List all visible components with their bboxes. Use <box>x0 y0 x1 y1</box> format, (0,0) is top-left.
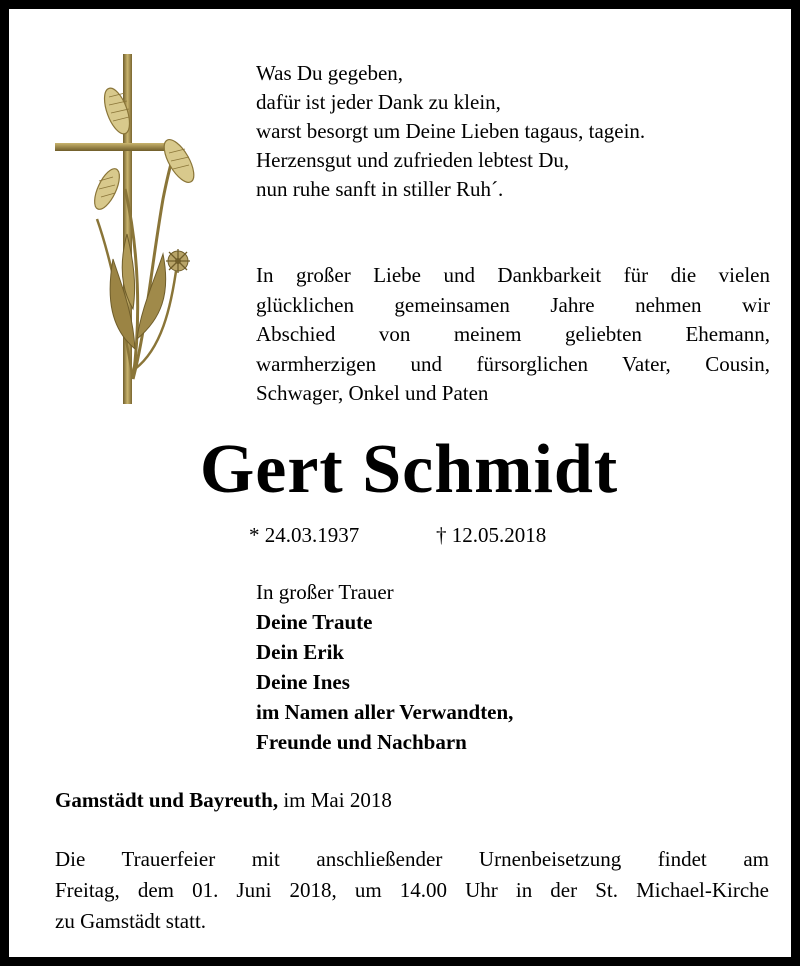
service-line: zu Gamstädt statt. <box>55 909 207 933</box>
mourners <box>256 577 513 757</box>
cross-with-wheat-icon <box>51 49 211 409</box>
place-date <box>55 785 392 815</box>
death-date: † 12.05.2018 <box>436 523 547 547</box>
intro-line: warmherzigen und fürsorglichen Vater, Cousin, <box>256 351 770 376</box>
mourner-name: Freunde und Nachbarn <box>256 730 467 754</box>
verse-line: Was Du gegeben, <box>256 61 404 85</box>
mourner-name: Deine Ines <box>256 670 350 694</box>
verse <box>256 59 645 204</box>
intro-line: In großer Liebe und Dankbarkeit für die vielen <box>256 263 770 287</box>
mourners-heading: In großer Trauer <box>256 580 394 604</box>
life-dates <box>249 521 547 549</box>
birth-date: * 24.03.1937 <box>249 523 360 547</box>
verse-line: warst besorgt um Deine Lieben tagaus, tagein. <box>256 119 646 143</box>
intro-line: Schwager, Onkel und Paten <box>256 381 489 405</box>
place-month: im Mai 2018 <box>283 788 392 812</box>
intro-line: glücklichen gemeinsamen Jahre nehmen wir <box>256 292 770 317</box>
mourner-name: im Namen aller Verwandten, <box>256 700 514 724</box>
intro-text <box>256 261 770 409</box>
deceased-name: Gert Schmidt <box>199 431 619 508</box>
place-location: Gamstädt und Bayreuth, <box>55 788 279 812</box>
verse-line: nun ruhe sanft in stiller Ruh´. <box>256 177 504 201</box>
service-info <box>55 844 769 937</box>
service-line: Die Trauerfeier mit anschließender Urnenbeisetzung findet am <box>55 847 769 871</box>
verse-line: Herzensgut und zufrieden lebtest Du, <box>256 148 570 172</box>
service-line: Freitag, dem 01. Juni 2018, um 14.00 Uhr in der St. Michael-Kirche <box>55 878 769 902</box>
mourner-name: Deine Traute <box>256 610 373 634</box>
verse-line: dafür ist jeder Dank zu klein, <box>256 90 501 114</box>
mourner-name: Dein Erik <box>256 640 345 664</box>
intro-line: Abschied von meinem geliebten Ehemann, <box>256 322 770 346</box>
